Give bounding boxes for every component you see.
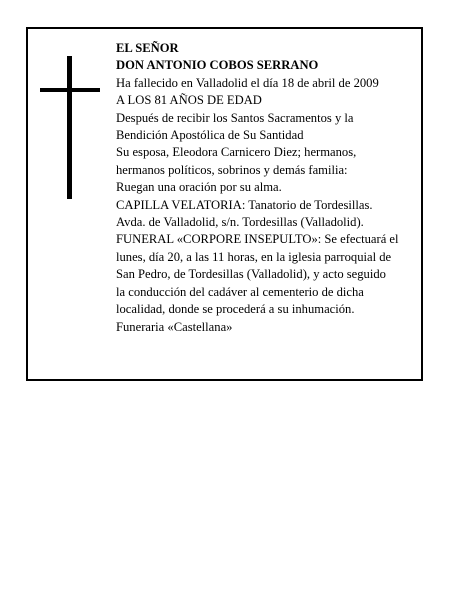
notice-line: la conducción del cadáver al cementerio de dicha [116,284,364,299]
notice-line: Bendición Apostólica de Su Santidad [116,128,304,143]
notice-line: A LOS 81 AÑOS DE EDAD [116,93,262,108]
cross-vertical-bar [67,56,72,199]
notice-line: FUNERAL «CORPORE INSEPULTO»: Se efectuará el [116,232,399,247]
notice-line: localidad, donde se procederá a su inhumación. [116,302,355,317]
obituary-notice [26,27,423,381]
notice-line: San Pedro, de Tordesillas (Valladolid), y acto seguido [116,267,386,282]
obituary-text [116,40,431,336]
notice-line: Ruegan una oración por su alma. [116,180,282,195]
notice-line: hermanos políticos, sobrinos y demás familia: [116,162,348,177]
notice-line: Avda. de Valladolid, s/n. Tordesillas (Valladolid). [116,215,364,230]
notice-line: CAPILLA VELATORIA: Tanatorio de Tordesillas. [116,197,373,212]
cross-icon [40,56,100,199]
notice-line: lunes, día 20, a las 11 horas, en la iglesia parroquial de [116,249,392,264]
notice-heading: EL SEÑOR [116,41,179,55]
notice-line: Funeraria «Castellana» [116,319,233,334]
notice-line: Después de recibir los Santos Sacramentos y la [116,110,354,125]
deceased-name: DON ANTONIO COBOS SERRANO [116,58,319,73]
cross-horizontal-bar [40,88,100,92]
notice-line: Ha fallecido en Valladolid el día 18 de abril de 2009 [116,75,379,90]
notice-line: Su esposa, Eleodora Carnicero Diez; hermanos, [116,145,357,160]
